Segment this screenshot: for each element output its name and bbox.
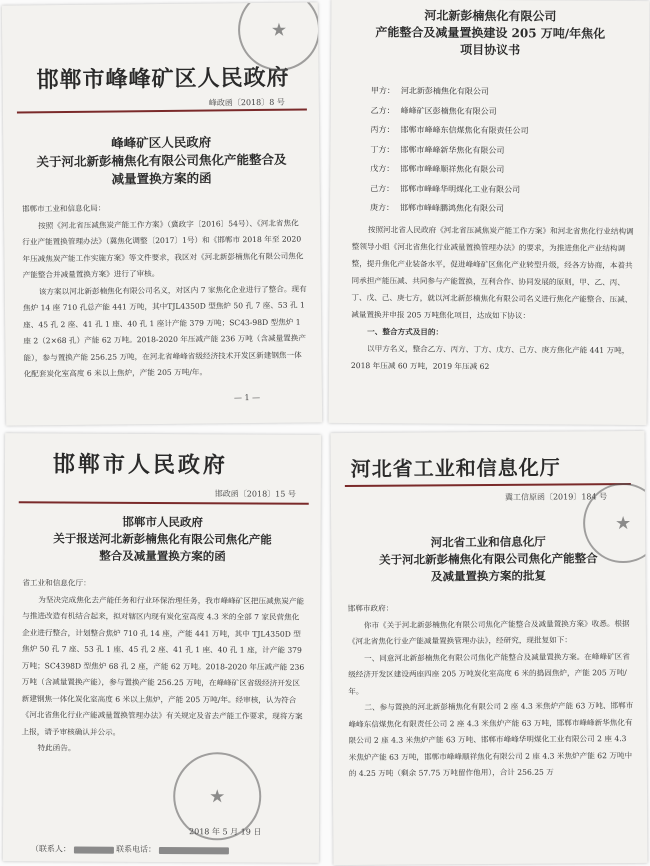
redacted-phone — [159, 846, 229, 853]
doc3-title-line-3: 整合及减量置换方案的函 — [99, 548, 226, 564]
seal-star-icon: ★ — [270, 19, 288, 41]
doc1-title-line-3: 减量置换方案的函 — [111, 170, 212, 187]
doc3-title-line-1: 邯郸市人民政府 — [122, 514, 203, 530]
document-邯郸市-letter — [3, 433, 321, 863]
doc2-title-line-1: 河北新彭楠焦化有限公司 — [424, 8, 557, 24]
doc3-title — [4, 513, 320, 566]
doc3-contact-line — [31, 843, 229, 855]
redacted-name — [73, 846, 113, 853]
doc2-last-paragraph: 以甲方名义，整合乙方、丙方、丁方、戊方、己方、庚方焦化产能 441 万吨，2018 年压减 60 万吨，2019 年压减 62 — [350, 344, 630, 372]
doc2-body — [351, 221, 634, 376]
doc1-page-number: — 1 — — [233, 392, 261, 403]
doc2-party: 丙方： 邯郸市峰峰东信煤焦化有限责任公司 — [370, 125, 529, 136]
doc3-closing: 特此函告。 — [37, 743, 76, 753]
doc2-party: 己方： 邯郸市峰峰华明煤化工业有限公司 — [370, 183, 521, 194]
seal-star-icon: ★ — [209, 785, 226, 807]
doc2-title-line-3: 项目协议书 — [460, 42, 521, 58]
doc2-party: 乙方： 峰峰矿区彭楠焦化有限公司 — [370, 105, 497, 116]
doc3-header: 邯郸市人民政府 — [52, 451, 229, 479]
doc3-paragraph: 为坚决完成焦化去产能任务和行业环保治理任务，我市峰峰矿区把压减焦炭产能与推进改造有机结合起来，拟对辖区内现有炭化室高度 4.3 米的全部 7 家民营焦化企业进行整合，计划整合焦炉 710 孔 14 座，产能 441 万吨，其中 TJL4350D 型焦炉 50 孔 7 座、53 孔 1 座、45 孔 2 座、41 孔 1 座、40 孔 1 座，计产能 379 万吨；SC4398D 型焦炉 68 孔 2 座，产能 62 万吨。2018-2020 年压减产能 236 万吨（含减量置换产能），参与置换产能 256.25 万吨，在峰峰矿区省级经济开发区新建钢焦一体化炭化室高度 6 米以上焦炉，产能 205 万吨/年。经审核，认为符合《河北省焦化行业产能减量置换管理办法》有关规定及省去产能工作要求，现将方案上报，请予审核确认并公示。 — [21, 594, 305, 737]
doc3-doc-number: 邯政函〔2018〕15 号 — [214, 489, 296, 499]
doc1-doc-number: 峰政函〔2018〕8 号 — [208, 97, 285, 108]
document-峰峰矿区-letter — [2, 2, 322, 425]
doc2-party: 戊方： 邯郸市峰峰顺祥焦化有限公司 — [370, 164, 505, 175]
doc3-date: 2018 年 5 月 19 日 — [189, 827, 262, 837]
document-省工信厅-reply — [330, 431, 647, 865]
doc4-paragraph-3: 二、参与置换的河北新彭楠焦化有限公司 2 座 4.3 米焦炉产能 63 万吨、邯郸市峰峰东信煤焦化有限责任公司 2 座 4.3 米焦炉产能 63 万吨，邯郸市峰峰新华焦化有限公司 2 座 4.3 米焦炉产能 63 万吨、邯郸市峰峰华明煤化工业有限公司 2 座 4.3 米焦炉产能 63 万吨，邯郸市峰峰顺祥焦化有限公司 2 座 4.3 米焦炉产能 62 万吨中的 4.25 万吨（剩余 57.75 万吨留作他用），合计 256.25 万 — [348, 700, 634, 778]
doc4-red-rule — [345, 483, 631, 487]
doc1-salutation: 邯郸市工业和信息化局： — [21, 203, 106, 214]
doc4-title-line-2: 关于河北新彭楠焦化有限公司焦化产能整合 — [379, 551, 598, 567]
doc2-party: 甲方： 河北新彭楠焦化有限公司 — [370, 86, 489, 96]
doc1-red-rule — [17, 108, 307, 113]
doc3-salutation: 省工业和信息化厅： — [22, 578, 91, 588]
doc3-red-rule — [19, 501, 309, 505]
doc4-doc-number: 冀工信原函〔2019〕184 号 — [504, 492, 608, 502]
doc2-party-list — [370, 81, 631, 219]
doc2-party: 庚方： 邯郸市峰峰鹏鸿焦化有限公司 — [369, 203, 505, 214]
doc4-title — [331, 533, 645, 586]
doc4-paragraph-2: 一、同意河北新彭楠焦化有限公司焦化产能整合及减量置换方案。在峰峰矿区省级经济开发区建设两座四座 205 万吨炭化室高度 6 米的捣固焦炉，产能 205 万吨/年。 — [348, 651, 630, 696]
doc1-paragraph-2: 该方案以河北新彭楠焦化有限公司名义，对区内 7 家焦化企业进行了整合。现有焦炉 14 座 710 孔总产能 441 万吨，其中TJL4350D 型焦炉 50 孔 7 座、53 孔 1 座、45 孔 2 座、41 孔 1 座、40 孔 1 座计产能 379 万吨；SC43-98D 型焦炉 1 座 2（2×68 孔）产能 62 万吨。2018-2020 年压减产能 236 万吨（含减量置换产能），参与置换产能 256.25 万吨，在河北省峰峰省级经济技术开发区新建钢焦一体化配套炭化室高度 6 米以上焦炉，产能 205 万吨/年。 — [22, 283, 307, 379]
document-agreement — [329, 0, 650, 425]
doc2-title — [331, 7, 649, 60]
doc4-title-line-1: 河北省工业和信息化厅 — [430, 534, 546, 550]
doc4-header: 河北省工业和信息化厅 — [350, 455, 561, 481]
doc1-title-line-1: 峰峰矿区人民政府 — [111, 134, 212, 151]
doc1-header: 邯郸市峰峰矿区人民政府 — [36, 64, 290, 94]
doc3-contact-label: （联系人： — [30, 844, 71, 854]
doc3-phone-label: 联系电话： — [116, 844, 157, 854]
doc2-paragraph: 按照河北省人民政府《河北省压减焦炭产能工作方案》和河北省焦化行业结构调整领导小组《河北省焦化行业减量置换管理办法》的要求，为推进焦化产业结构调整，提升焦化产业装备水平，促进峰峰矿区焦化产业转型升级，经各方协商，本着共同承担产能压减、共同参与产能置换，互利合作、协同发展的原则，甲、乙、丙、丁、戊、己、庚七方，就以河北新彭楠焦化有限公司名义进行焦化产能整合、压减、减量置换并申报 205 万吨焦化项目，达成如下协议： — [351, 225, 634, 321]
doc1-title-line-2: 关于河北新彭楠焦化有限公司焦化产能整合及 — [36, 151, 287, 170]
doc2-section-heading: 一、整合方式及目的： — [367, 327, 444, 337]
doc2-title-line-2: 产能整合及减量置换建设 205 万吨/年焦化 — [375, 25, 606, 41]
doc4-title-line-3: 及减量置换方案的批复 — [430, 568, 547, 584]
doc1-title — [3, 132, 320, 189]
doc1-body — [22, 198, 308, 382]
doc4-body — [348, 599, 635, 782]
doc3-body — [21, 575, 306, 758]
doc2-party: 丁方： 邯郸市峰峰新华焦化有限公司 — [370, 144, 505, 155]
doc4-salutation: 邯郸市政府： — [347, 603, 394, 613]
doc3-title-line-2: 关于报送河北新彭楠焦化有限公司焦化产能 — [53, 531, 272, 547]
doc4-paragraph-1: 你市《关于河北新彭楠焦化有限公司焦化产能整合及减量置换方案》收悉。根据《河北省焦化行业产能减量置换管理办法》，经研究，现批复如下： — [347, 618, 630, 646]
doc1-paragraph-1: 按照《河北省压减焦炭产能工作方案》（冀政字〔2016〕54号）、《河北省焦化行业产能置换管理办法》（冀焦化调整〔2017〕1号）和《邯郸市 2018 年至 2020 年压减焦炭产能工作实施方案》等文件要求，我区对《河北新彭楠焦化有限公司焦化产能整合并减量置换方案》进行了审核。 — [22, 218, 304, 280]
seal-star-icon: ★ — [614, 512, 632, 534]
